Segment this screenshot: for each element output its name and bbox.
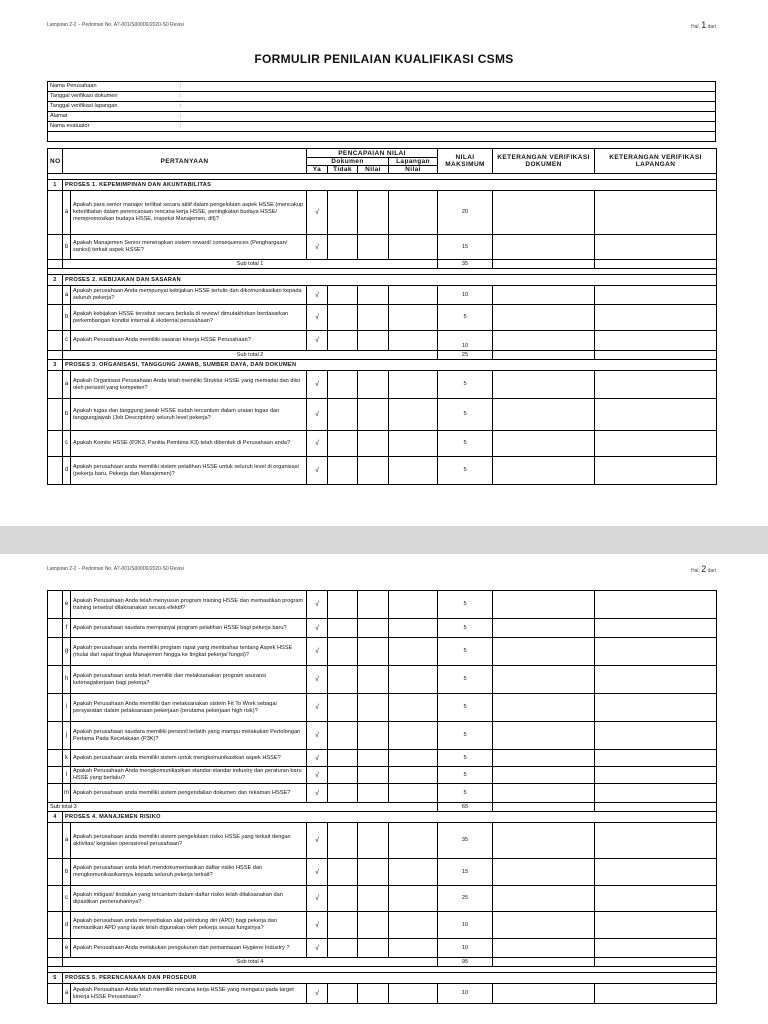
page-header-ref: Lampiran 2-2 – Pedoman No. A7-001/S00000/2020-S0 Revisi [47,22,184,28]
section-row: 1 PROSES 1. KEPEMIMPINAN DAN AKUNTABILITAS [48,180,717,191]
col-ket-lapangan: KETERANGAN VERIFIKASI LAPANGAN [595,149,717,174]
section-row: 4 PROSES 4. MANAJEMEN RISIKO [48,812,717,823]
section-row: 2 PROSES 2. KEBIJAKAN DAN SASARAN [48,275,717,286]
col-nilai: Nilai [358,166,389,174]
question-row: f Apakah perusahaan saudara mempunyai program pelatihan HSSE bagi pekerja baru? √ 5 [48,619,717,638]
check-mark: √ [307,191,328,235]
question-row: c Apakah Perusahaan Anda memiliki sasaran kinerja HSSE Perusahaan? √ 10 [48,331,717,351]
col-ket-dokumen: KETERANGAN VERIFIKASI DOKUMEN [493,149,595,174]
question-row: a Apakah perusahaan Anda mempunyai kebijakan HSSE tertulis dan dikomunikasikan kepada seluruh pekerja? √ 10 [48,286,717,305]
question-row: m Apakah perusahaan anda memiliki sistem pengendalian dokumen dan rekaman HSSE? √ 5 [48,784,717,803]
question-row: e Apakah Perusahaan Anda melakukan pengukuran dan pemantauan Hygiene Industry ? √ 10 [48,939,717,958]
info-row: Alamat : [48,112,716,122]
info-row: Nama evaluator : [48,122,716,132]
question-row: k Apakah perusahaan anda memiliki sistem untuk mengkomunikasikan aspek HSSE? √ 5 [48,750,717,767]
question-row: e Apakah Perusahaan Anda telah menyusun program training HSSE dan memastikan program training tersebut dilaksanakan secara efektif? √ 5 [48,591,717,619]
col-lapangan: Lapangan [389,158,438,166]
company-info-table [47,81,716,142]
question-row: b Apakah perusahaan anda telah mendokumentasikan daftar risiko HSSE dan mengkomunikasikannya kepada seluruh pekerja terkait? √ 15 [48,859,717,886]
col-ya: Ya [307,166,328,174]
col-nilai-maks: NILAI MAKSIMUM [438,149,493,174]
col-nilai-lapangan: Nilai [389,166,438,174]
col-no: NO [48,149,63,174]
check-mark: √ [307,235,328,260]
question-row: d Apakah perusahaan anda memiliki sistem pelatihan HSSE untuk seluruh level di organisasi (pekerja baru, Pekerja dan Manajemen)? √ 5 [48,457,717,485]
question-row: c Apakah Komite HSSE (P2K3, Panitia Pembina K3) telah dibentuk di Perusahaan anda? √ 5 [48,431,717,457]
question-row: c Apakah mitigasi/ tindakan yang tercantum dalam daftar risiko telah dilaksanakan dan dipastikan pemenuhannya? √ 25 [48,886,717,912]
col-pertanyaan: PERTANYAAN [63,149,307,174]
form-title: FORMULIR PENILAIAN KUALIFIKASI CSMS [254,52,514,66]
question-row: a Apakah Perusahaan Anda telah memiliki rencana kerja HSSE yang mengacu pada target kinerja HSSE Perusahaan? √ 10 [48,984,717,1004]
section-row: 3 PROSES 3. ORGANISASI, TANGGUNG JAWAB, SUMBER DAYA, DAN DOKUMEN [48,360,717,371]
page-number: Hal. 2 dari [690,564,716,574]
page-header-ref: Lampiran 2-2 – Pedoman No. A7-001/S00000/2020-S0 Revisi [47,566,184,572]
question-row: a Apakah para senior manajer terlibat secara aktif dalam pengelolaan aspek HSSE (mencakup keterlibatan dalam perencanaan rencana kerja HSSE, peningkatan budaya HSSE/ mempromosikan budaya HSSE, inspeksi Manajemen, dll)? √ 20 [48,191,717,235]
subtotal-row: Sub total 3 65 [48,803,717,812]
question-row: b Apakah Manajemen Senior menerapkan sistem reward/ consequences (Penghargaan/ sanksi) terkait aspek HSSE? √ 15 [48,235,717,260]
subtotal-row: Sub total 2 25 [48,351,717,360]
question-row: a Apakah perusahaan anda memiliki sistem pengelolaan risiko HSSE yang terkait dengan aktivitas/ kegiatan operasional perusahaan? √ 35 [48,823,717,859]
question-row: d Apakah perusahaan anda menyediakan alat pelindung diri (APD) bagi pekerja dan memastikan APD yang layak telah digunakan oleh pekerja sesuai fungsinya? √ 10 [48,912,717,939]
subtotal-row: Sub total 4 95 [48,958,717,967]
question-row: a Apakah Organisasi Perusahaan Anda telah memiliki Struktur HSSE yang memadai dan diisi oleh personil yang kompeten? √ 5 [48,371,717,399]
section-row: 5 PROSES 5. PERENCANAAN DAN PROSEDUR [48,973,717,984]
assessment-table [47,148,717,485]
subtotal-row: Sub total 1 35 [48,260,717,269]
col-dokumen: Dokumen [307,158,389,166]
info-row: Nama Perusahaan : [48,82,716,92]
page-number: Hal. 1 dari [690,20,716,30]
question-row: j Apakah perusahaan saudara memiliki personil terlatih yang mampu melakukan Pertolongan Pertama Pada Kecelakaan (P3K)? √ 5 [48,722,717,750]
question-row: i Apakah Perusahaan Anda memiliki dan melaksanakan sistem Fit To Work sebagai persyaratan dalam pelaksanaan pekerjaan (terutama pekerjaan high risk)? √ 5 [48,694,717,722]
question-row: l Apakah Perusahaan Anda mengkomunikasikan standar-standar industry dan peraturan baru HSSE yang berlaku? √ 5 [48,767,717,784]
question-row: h Apakah perusahaan anda telah memiliki dan melaksanakan program asuransi ketenagakerjaan bagi pekerja? √ 5 [48,666,717,694]
info-row: Tanggal verifikasi dokumen : [48,92,716,102]
question-row: g Apakah perusahaan anda memiliki program rapat yang membahas tentang Aspek HSSE (mulai dari rapat tingkat Manajemen hingga ke tingkat pekerja/ fungsi)? √ 5 [48,638,717,666]
question-row: b Apakah kebijakan HSSE tersebut secara berkala di review/ dimutakhirkan berdasarkan perkembangan kondisi internal & eksternal perusahaan? √ 5 [48,305,717,331]
assessment-table-continued [47,590,717,1004]
info-row: Tanggal verifikasi lapangan : [48,102,716,112]
col-pencapaian: PENCAPAIAN NILAI [307,149,438,158]
page-2 [0,554,768,1024]
question-row: b Apakah tugas dan tanggung jawab HSSE sudah tercantum dalam uraian tugas dan tanggungjawab (Job Description) seluruh level pekerja? √ 5 [48,399,717,431]
col-tidak: Tidak [328,166,358,174]
